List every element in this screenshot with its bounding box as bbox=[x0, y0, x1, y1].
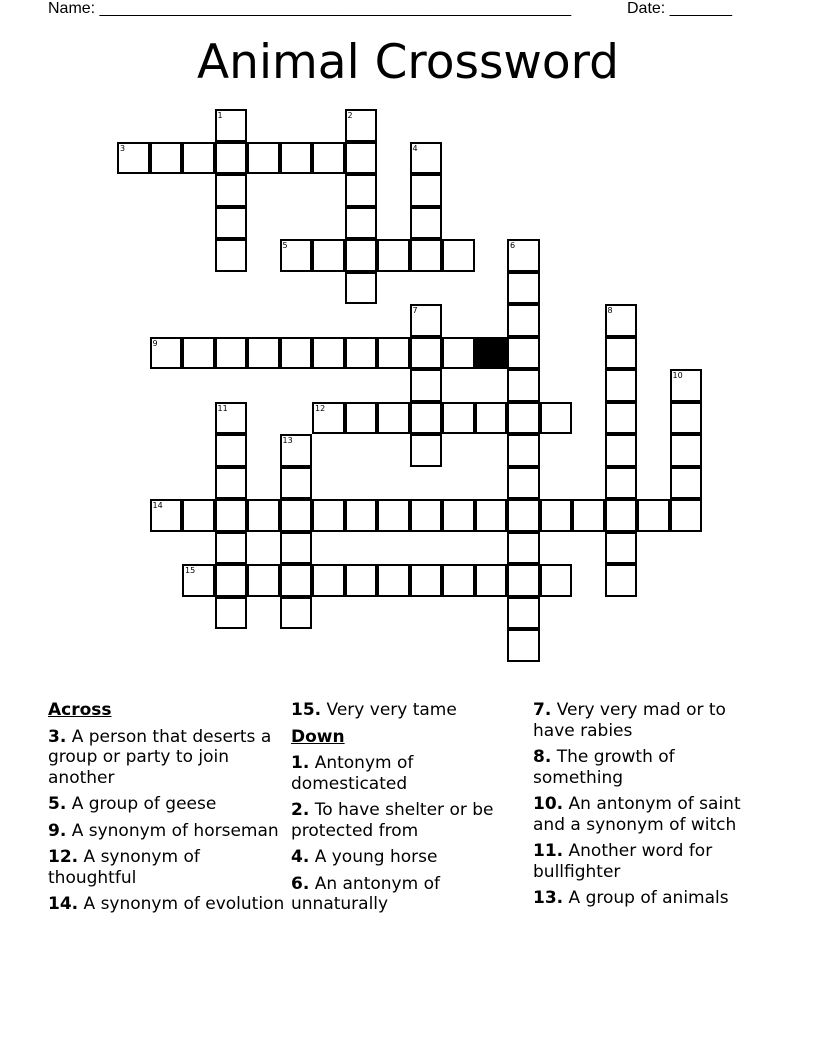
grid-cell[interactable] bbox=[312, 337, 345, 370]
grid-cell[interactable] bbox=[410, 337, 443, 370]
grid-cell[interactable] bbox=[637, 499, 670, 532]
grid-cell[interactable] bbox=[182, 564, 215, 597]
grid-cell[interactable] bbox=[605, 467, 638, 500]
grid-cell[interactable] bbox=[182, 142, 215, 175]
clue-number: 9 bbox=[152, 338, 158, 348]
grid-cell[interactable] bbox=[605, 564, 638, 597]
grid-cell[interactable] bbox=[507, 532, 540, 565]
grid-cell[interactable] bbox=[312, 402, 345, 435]
clue-number: 3 bbox=[120, 143, 126, 153]
grid-cell[interactable] bbox=[410, 499, 443, 532]
grid-cell[interactable] bbox=[507, 272, 540, 305]
clue-across-14: 14. A synonym of evolution bbox=[48, 894, 285, 914]
black-square bbox=[475, 337, 508, 370]
clue-column-1 bbox=[48, 700, 288, 921]
grid-cell[interactable] bbox=[280, 532, 313, 565]
grid-cell[interactable] bbox=[280, 337, 313, 370]
grid-cell[interactable] bbox=[280, 499, 313, 532]
grid-cell[interactable] bbox=[410, 239, 443, 272]
grid-cell[interactable] bbox=[312, 142, 345, 175]
grid-cell[interactable] bbox=[377, 402, 410, 435]
clue-across-15: 15. Very very tame bbox=[291, 700, 457, 720]
grid-cell[interactable] bbox=[377, 499, 410, 532]
clue-down-1: 1. Antonym of domesticated bbox=[291, 753, 414, 794]
page-title: Animal Crossword bbox=[197, 35, 619, 90]
across-heading: Across bbox=[48, 700, 112, 720]
grid-cell[interactable] bbox=[670, 434, 703, 467]
grid-cell[interactable] bbox=[540, 402, 573, 435]
grid-cell[interactable] bbox=[215, 337, 248, 370]
grid-cell[interactable] bbox=[117, 142, 150, 175]
grid-cell[interactable] bbox=[605, 304, 638, 337]
grid-cell[interactable] bbox=[345, 564, 378, 597]
grid-cell[interactable] bbox=[345, 272, 378, 305]
grid-cell[interactable] bbox=[507, 239, 540, 272]
clue-number: 6 bbox=[510, 241, 516, 250]
clue-number: 4 bbox=[412, 143, 418, 153]
grid-cell[interactable] bbox=[312, 239, 345, 272]
grid-cell[interactable] bbox=[312, 499, 345, 532]
clue-number: 8 bbox=[607, 306, 613, 315]
grid-cell[interactable] bbox=[182, 499, 215, 532]
clue-down-7: 7. Very very mad or to have rabies bbox=[533, 700, 726, 741]
grid-cell[interactable] bbox=[442, 337, 475, 370]
grid-cell[interactable] bbox=[345, 337, 378, 370]
grid-cell[interactable] bbox=[605, 499, 638, 532]
grid-cell[interactable] bbox=[475, 402, 508, 435]
grid-cell[interactable] bbox=[312, 564, 345, 597]
grid-cell[interactable] bbox=[215, 239, 248, 272]
clue-number: 5 bbox=[282, 241, 288, 250]
grid-cell[interactable] bbox=[540, 564, 573, 597]
clue-number: 12 bbox=[315, 403, 326, 413]
clue-number: 7 bbox=[412, 306, 418, 315]
grid-cell[interactable] bbox=[215, 402, 248, 435]
grid-cell[interactable] bbox=[215, 597, 248, 630]
grid-cell[interactable] bbox=[507, 369, 540, 402]
clue-across-9: 9. A synonym of horseman bbox=[48, 820, 279, 841]
clue-down-10: 10. An antonym of saint and a synonym of witch bbox=[533, 794, 741, 835]
grid-cell[interactable] bbox=[605, 434, 638, 467]
clue-across-12: 12. A synonym of thoughtful bbox=[48, 847, 200, 888]
clue-down-2: 2. To have shelter or be protected from bbox=[291, 800, 494, 841]
down-heading: Down bbox=[291, 726, 345, 747]
grid-cell[interactable] bbox=[150, 499, 183, 532]
grid-cell[interactable] bbox=[410, 304, 443, 337]
clue-number: 2 bbox=[347, 111, 353, 120]
grid-cell[interactable] bbox=[475, 564, 508, 597]
grid-cell[interactable] bbox=[507, 597, 540, 630]
grid-cell[interactable] bbox=[507, 304, 540, 337]
grid-cell[interactable] bbox=[280, 142, 313, 175]
grid-cell[interactable] bbox=[507, 402, 540, 435]
grid-cell[interactable] bbox=[507, 564, 540, 597]
clue-across-3: 3. A person that deserts a group or party to join another bbox=[48, 726, 272, 788]
grid-cell[interactable] bbox=[215, 499, 248, 532]
name-field-line[interactable]: Name: _____________________________________________________ bbox=[48, 0, 572, 17]
grid-cell[interactable] bbox=[670, 402, 703, 435]
grid-cell[interactable] bbox=[215, 109, 248, 142]
grid-cell[interactable] bbox=[247, 142, 280, 175]
grid-cell[interactable] bbox=[150, 337, 183, 370]
grid-cell[interactable] bbox=[215, 532, 248, 565]
clue-number: 1 bbox=[217, 111, 223, 120]
clue-down-4: 4. A young horse bbox=[291, 847, 438, 867]
grid-cell[interactable] bbox=[182, 337, 215, 370]
grid-cell[interactable] bbox=[345, 402, 378, 435]
grid-cell[interactable] bbox=[377, 564, 410, 597]
grid-cell[interactable] bbox=[215, 434, 248, 467]
grid-cell[interactable] bbox=[150, 142, 183, 175]
grid-cell[interactable] bbox=[410, 369, 443, 402]
grid-cell[interactable] bbox=[215, 564, 248, 597]
grid-cell[interactable] bbox=[280, 564, 313, 597]
grid-cell[interactable] bbox=[442, 402, 475, 435]
grid-cell[interactable] bbox=[605, 369, 638, 402]
grid-cell[interactable] bbox=[280, 434, 313, 467]
grid-cell[interactable] bbox=[377, 239, 410, 272]
grid-cell[interactable] bbox=[540, 499, 573, 532]
grid-cell[interactable] bbox=[410, 402, 443, 435]
date-field-line[interactable]: Date: _______ bbox=[627, 0, 732, 17]
grid-cell[interactable] bbox=[507, 467, 540, 500]
grid-cell[interactable] bbox=[247, 499, 280, 532]
grid-cell[interactable] bbox=[442, 239, 475, 272]
grid-cell[interactable] bbox=[410, 174, 443, 207]
grid-cell[interactable] bbox=[345, 109, 378, 142]
grid-cell[interactable] bbox=[442, 564, 475, 597]
grid-cell[interactable] bbox=[475, 499, 508, 532]
grid-cell[interactable] bbox=[410, 564, 443, 597]
grid-cell[interactable] bbox=[410, 434, 443, 467]
grid-cell[interactable] bbox=[345, 207, 378, 240]
grid-cell[interactable] bbox=[670, 369, 703, 402]
grid-cell[interactable] bbox=[507, 337, 540, 370]
grid-cell[interactable] bbox=[670, 467, 703, 500]
grid-cell[interactable] bbox=[345, 239, 378, 272]
grid-cell[interactable] bbox=[670, 499, 703, 532]
clue-down-13: 13. A group of animals bbox=[533, 888, 729, 908]
clue-across-5: 5. A group of geese bbox=[48, 794, 217, 814]
clue-number: 11 bbox=[217, 403, 228, 413]
grid-cell[interactable] bbox=[410, 207, 443, 240]
grid-cell[interactable] bbox=[215, 142, 248, 175]
grid-cell[interactable] bbox=[572, 499, 605, 532]
grid-cell[interactable] bbox=[507, 499, 540, 532]
clue-down-6: 6. An antonym of unnaturally bbox=[291, 873, 440, 914]
grid-cell[interactable] bbox=[215, 467, 248, 500]
grid-cell[interactable] bbox=[215, 207, 248, 240]
clue-number: 10 bbox=[672, 371, 683, 380]
grid-cell[interactable] bbox=[605, 532, 638, 565]
grid-cell[interactable] bbox=[280, 467, 313, 500]
clue-number: 15 bbox=[185, 566, 196, 575]
clue-down-11: 11. Another word for bullfighter bbox=[533, 841, 713, 882]
grid-cell[interactable] bbox=[410, 142, 443, 175]
clue-column-3 bbox=[533, 700, 763, 915]
grid-cell[interactable] bbox=[345, 499, 378, 532]
clue-down-8: 8. The growth of something bbox=[533, 747, 675, 788]
grid-cell[interactable] bbox=[377, 337, 410, 370]
grid-cell[interactable] bbox=[507, 434, 540, 467]
clue-column-2 bbox=[291, 700, 531, 921]
clue-number: 13 bbox=[282, 436, 293, 445]
grid-cell[interactable] bbox=[215, 174, 248, 207]
grid-cell[interactable] bbox=[247, 564, 280, 597]
grid-cell[interactable] bbox=[345, 174, 378, 207]
clue-number: 14 bbox=[152, 501, 163, 510]
grid-cell[interactable] bbox=[280, 597, 313, 630]
grid-cell[interactable] bbox=[507, 629, 540, 662]
grid-cell[interactable] bbox=[605, 337, 638, 370]
grid-cell[interactable] bbox=[345, 142, 378, 175]
grid-cell[interactable] bbox=[442, 499, 475, 532]
grid-cell[interactable] bbox=[247, 337, 280, 370]
grid-cell[interactable] bbox=[280, 239, 313, 272]
grid-cell[interactable] bbox=[605, 402, 638, 435]
